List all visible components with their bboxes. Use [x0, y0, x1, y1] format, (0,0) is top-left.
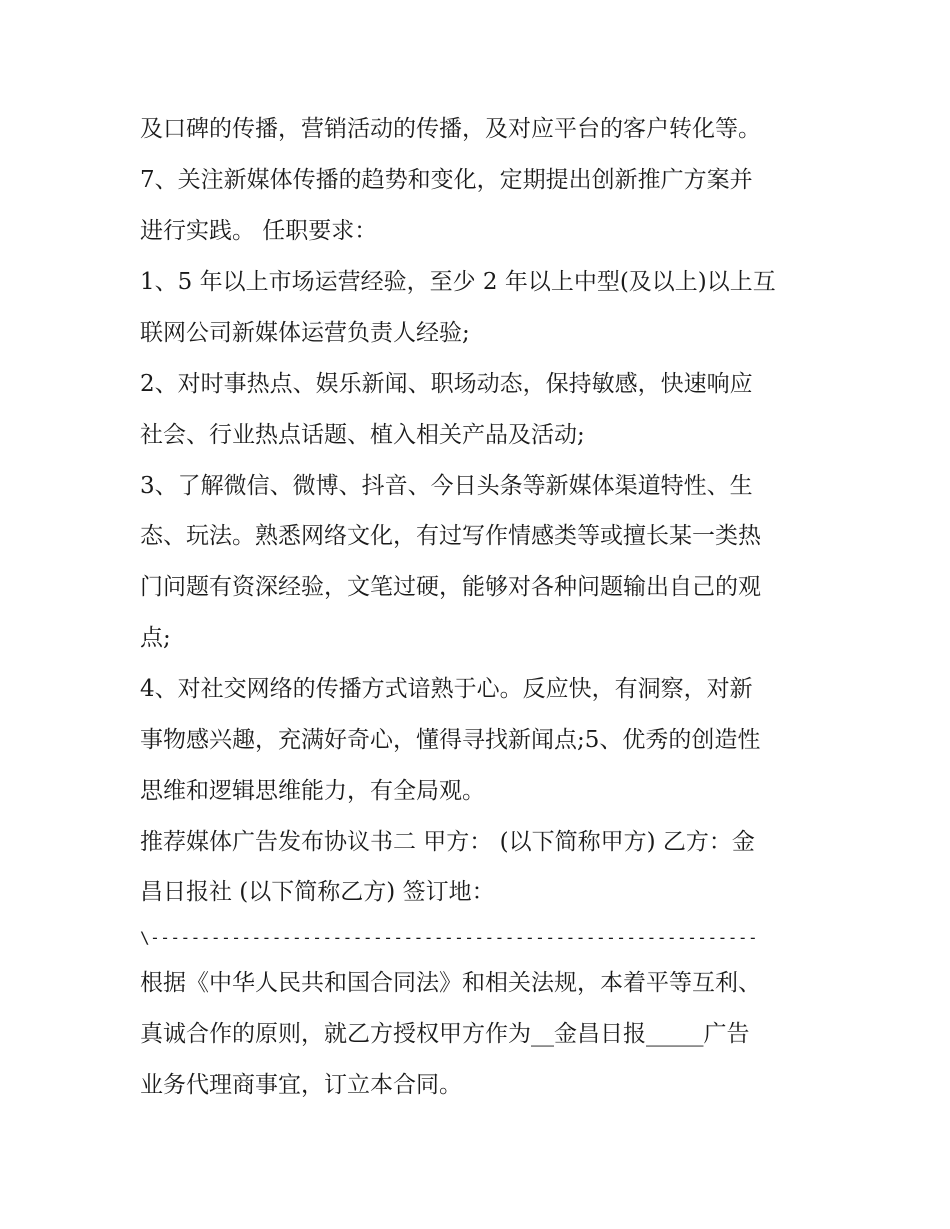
text-line: 2、对时事热点、娱乐新闻、职场动态，保持敏感，快速响应	[140, 371, 753, 397]
text-line: 3、了解微信、微博、抖音、今日头条等新媒体渠道特性、生	[140, 473, 753, 499]
text-line: 7、关注新媒体传播的趋势和变化，定期提出创新推广方案并	[140, 167, 753, 193]
text-line: 事物感兴趣，充满好奇心，懂得寻找新闻点;5、优秀的创造性	[140, 727, 761, 753]
text-line: 昌日报社 (以下简称乙方) 签订地：	[140, 879, 495, 905]
dashed-separator: \------------------------------------------------------------	[140, 928, 759, 947]
text-line: 根据《中华人民共和国合同法》和相关法规，本着平等互利、	[140, 970, 761, 996]
text-line: 及口碑的传播，营销活动的传播，及对应平台的客户转化等。	[140, 116, 761, 142]
text-line: 思维和逻辑思维能力，有全局观。	[140, 778, 485, 804]
text-line: 1、5 年以上市场运营经验，至少 2 年以上中型(及以上)以上互	[140, 269, 776, 295]
text-line: 社会、行业热点话题、植入相关产品及活动;	[140, 422, 585, 448]
text-line: 业务代理商事宜，订立本合同。	[140, 1072, 462, 1098]
text-line: 真诚合作的原则，就乙方授权甲方作为__金昌日报_____广告	[140, 1021, 750, 1047]
text-line: 点;	[140, 625, 171, 651]
text-line: 推荐媒体广告发布协议书二 甲方： (以下简称甲方) 乙方：金	[140, 829, 755, 855]
text-line: 态、玩法。熟悉网络文化，有过写作情感类等或擅长某一类热	[140, 523, 761, 549]
text-line: 进行实践。 任职要求：	[140, 218, 378, 244]
text-line: 联网公司新媒体运营负责人经验;	[140, 320, 470, 346]
text-line: 门问题有资深经验，文笔过硬，能够对各种问题输出自己的观	[140, 574, 761, 600]
text-line: 4、对社交网络的传播方式谙熟于心。反应快，有洞察，对新	[140, 676, 753, 702]
